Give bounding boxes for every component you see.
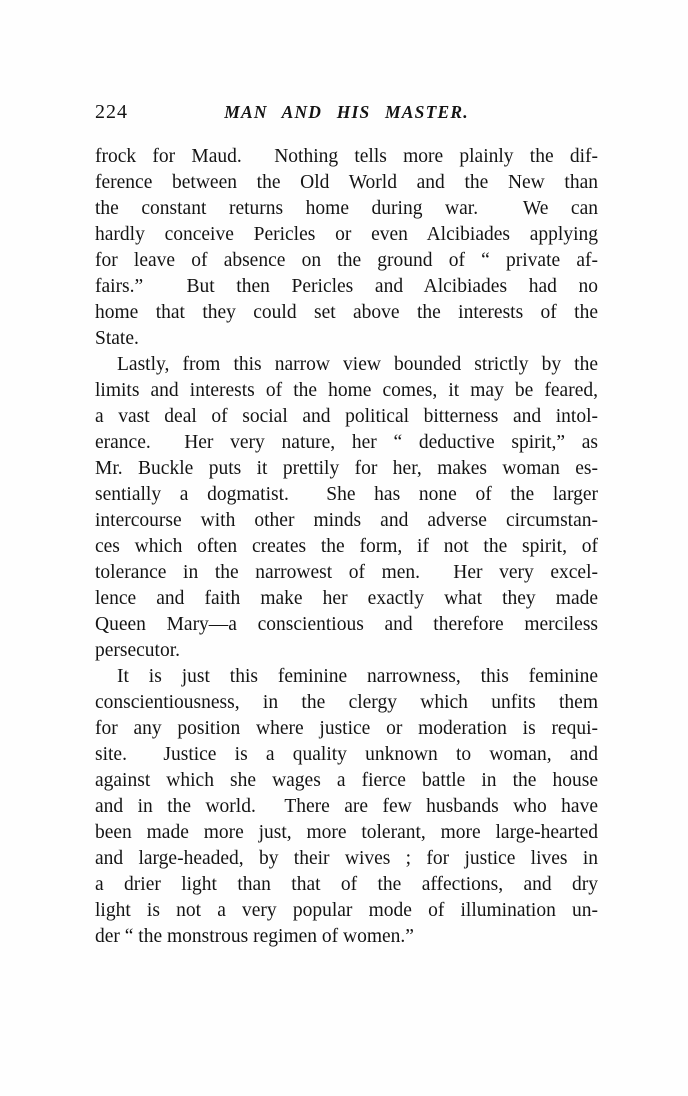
text-line: ference between the Old World and the New than xyxy=(95,172,598,193)
text-line: Lastly, from this narrow view bounded strictly by the xyxy=(117,354,598,375)
page-number: 224 xyxy=(95,101,128,123)
text-line: for leave of absence on the ground of “ private af- xyxy=(95,250,598,271)
text-line: limits and interests of the home comes, it may be feared, xyxy=(95,380,598,401)
text-line: lence and faith make her exactly what they made xyxy=(95,588,598,609)
text-line: home that they could set above the interests of the xyxy=(95,302,598,323)
text-line: Queen Mary—a conscientious and therefore merciless xyxy=(95,614,598,635)
text-line: against which she wages a fierce battle in the house xyxy=(95,770,598,791)
text-line: ces which often creates the form, if not the spirit, of xyxy=(95,536,598,557)
text-line: tolerance in the narrowest of men. Her very excel- xyxy=(95,562,598,583)
text-line: the constant returns home during war. We can xyxy=(95,198,598,219)
text-line: light is not a very popular mode of illumination un- xyxy=(95,900,598,921)
page-header xyxy=(95,101,598,127)
text-line: been made more just, more tolerant, more large-hearted xyxy=(95,822,598,843)
paragraph xyxy=(95,352,598,664)
text-line: and in the world. There are few husbands who have xyxy=(95,796,598,817)
paragraph xyxy=(95,144,598,352)
text-line: erance. Her very nature, her “ deductive spirit,” as xyxy=(95,432,598,453)
text-column xyxy=(95,0,598,950)
text-line: hardly conceive Pericles or even Alcibiades applying xyxy=(95,224,598,245)
text-line: a drier light than that of the affections, and dry xyxy=(95,874,598,895)
text-line: Mr. Buckle puts it prettily for her, makes woman es- xyxy=(95,458,598,479)
text-line: site. Justice is a quality unknown to woman, and xyxy=(95,744,598,765)
text-line: and large-headed, by their wives ; for justice lives in xyxy=(95,848,598,869)
text-line: conscientiousness, in the clergy which unfits them xyxy=(95,692,598,713)
text-line: a vast deal of social and political bitterness and intol- xyxy=(95,406,598,427)
text-line: intercourse with other minds and adverse circumstan- xyxy=(95,510,598,531)
page-body xyxy=(95,144,598,950)
text-line: fairs.” But then Pericles and Alcibiades had no xyxy=(95,276,598,297)
running-header: MAN AND HIS MASTER. xyxy=(224,102,469,122)
text-line: der “ the monstrous regimen of women.” xyxy=(95,926,414,947)
text-line: It is just this feminine narrowness, this feminine xyxy=(117,666,598,687)
text-line: for any position where justice or moderation is requi- xyxy=(95,718,598,739)
text-line: State. xyxy=(95,328,139,349)
text-line: sentially a dogmatist. She has none of the larger xyxy=(95,484,598,505)
text-line: frock for Maud. Nothing tells more plainly the dif- xyxy=(95,146,598,167)
paragraph xyxy=(95,664,598,950)
text-line: persecutor. xyxy=(95,640,181,661)
